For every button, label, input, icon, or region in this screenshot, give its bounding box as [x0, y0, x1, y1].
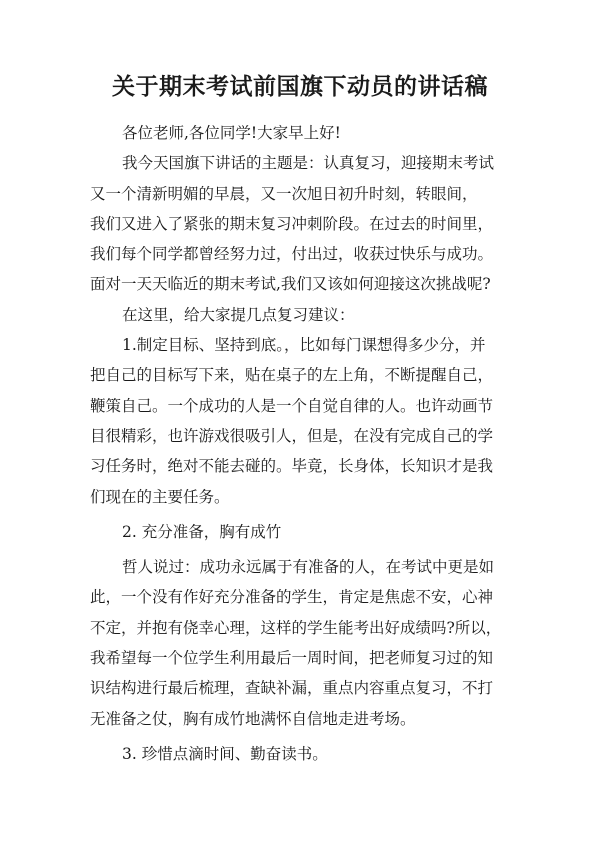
paragraph-line: 目很精彩，也许游戏很吸引人，但是，在没有完成自己的学: [90, 426, 494, 445]
list-item-heading: 1.制定目标、坚持到底。，比如每门课想得多少分，并: [122, 336, 486, 355]
paragraph-line: 识结构进行最后梳理，查缺补漏，重点内容重点复习，不打: [90, 679, 494, 698]
paragraph-line: 不定，并抱有侥幸心理，这样的学生能考出好成绩吗?所以，: [90, 618, 502, 637]
paragraph-line: 哲人说过：成功永远属于有准备的人，在考试中更是如: [122, 558, 495, 577]
paragraph-line: 此，一个没有作好充分准备的学生，肯定是焦虑不安，心神: [90, 588, 494, 607]
paragraph-line: 面对一天天临近的期末考试,我们又该如何迎接这次挑战呢?: [90, 275, 491, 294]
paragraph-line: 鞭策自己。一个成功的人是一个自觉自律的人。也许动画节: [90, 396, 494, 415]
document-body: [90, 118, 515, 769]
paragraph-line: 我今天国旗下讲话的主题是：认真复习，迎接期末考试: [122, 154, 495, 173]
paragraph-line: 无准备之仗，胸有成竹地满怀自信地走进考场。: [90, 709, 416, 728]
paragraph-line: 我希望每一个位学生利用最后一周时间，把老师复习过的知: [90, 649, 494, 668]
document-title: 关于期末考试前国旗下动员的讲话稿: [112, 73, 488, 100]
paragraph-line: 又一个清新明媚的早晨，又一次旭日初升时刻，转眼间，: [90, 184, 478, 203]
list-item-heading: 2. 充分准备，胸有成竹: [122, 522, 282, 541]
paragraph-line: 把自己的目标写下来，贴在桌子的左上角，不断提醒自己，: [90, 366, 494, 385]
paragraph-line: 在这里，给大家提几点复习建议：: [122, 305, 355, 324]
greeting-line: 各位老师,各位同学!大家早上好!: [122, 124, 341, 142]
paragraph-line: 习任务时，绝对不能去碰的。毕竟，长身体，长知识才是我: [90, 457, 494, 476]
list-item-heading: 3. 珍惜点滴时间、勤奋读书。: [122, 744, 328, 763]
paragraph-line: 我们又进入了紧张的期末复习冲刺阶段。在过去的时间里，: [90, 214, 494, 233]
paragraph-line: 我们每个同学都曾经努力过，付出过，收获过快乐与成功。: [90, 245, 494, 264]
paragraph-line: 们现在的主要任务。: [90, 487, 230, 506]
